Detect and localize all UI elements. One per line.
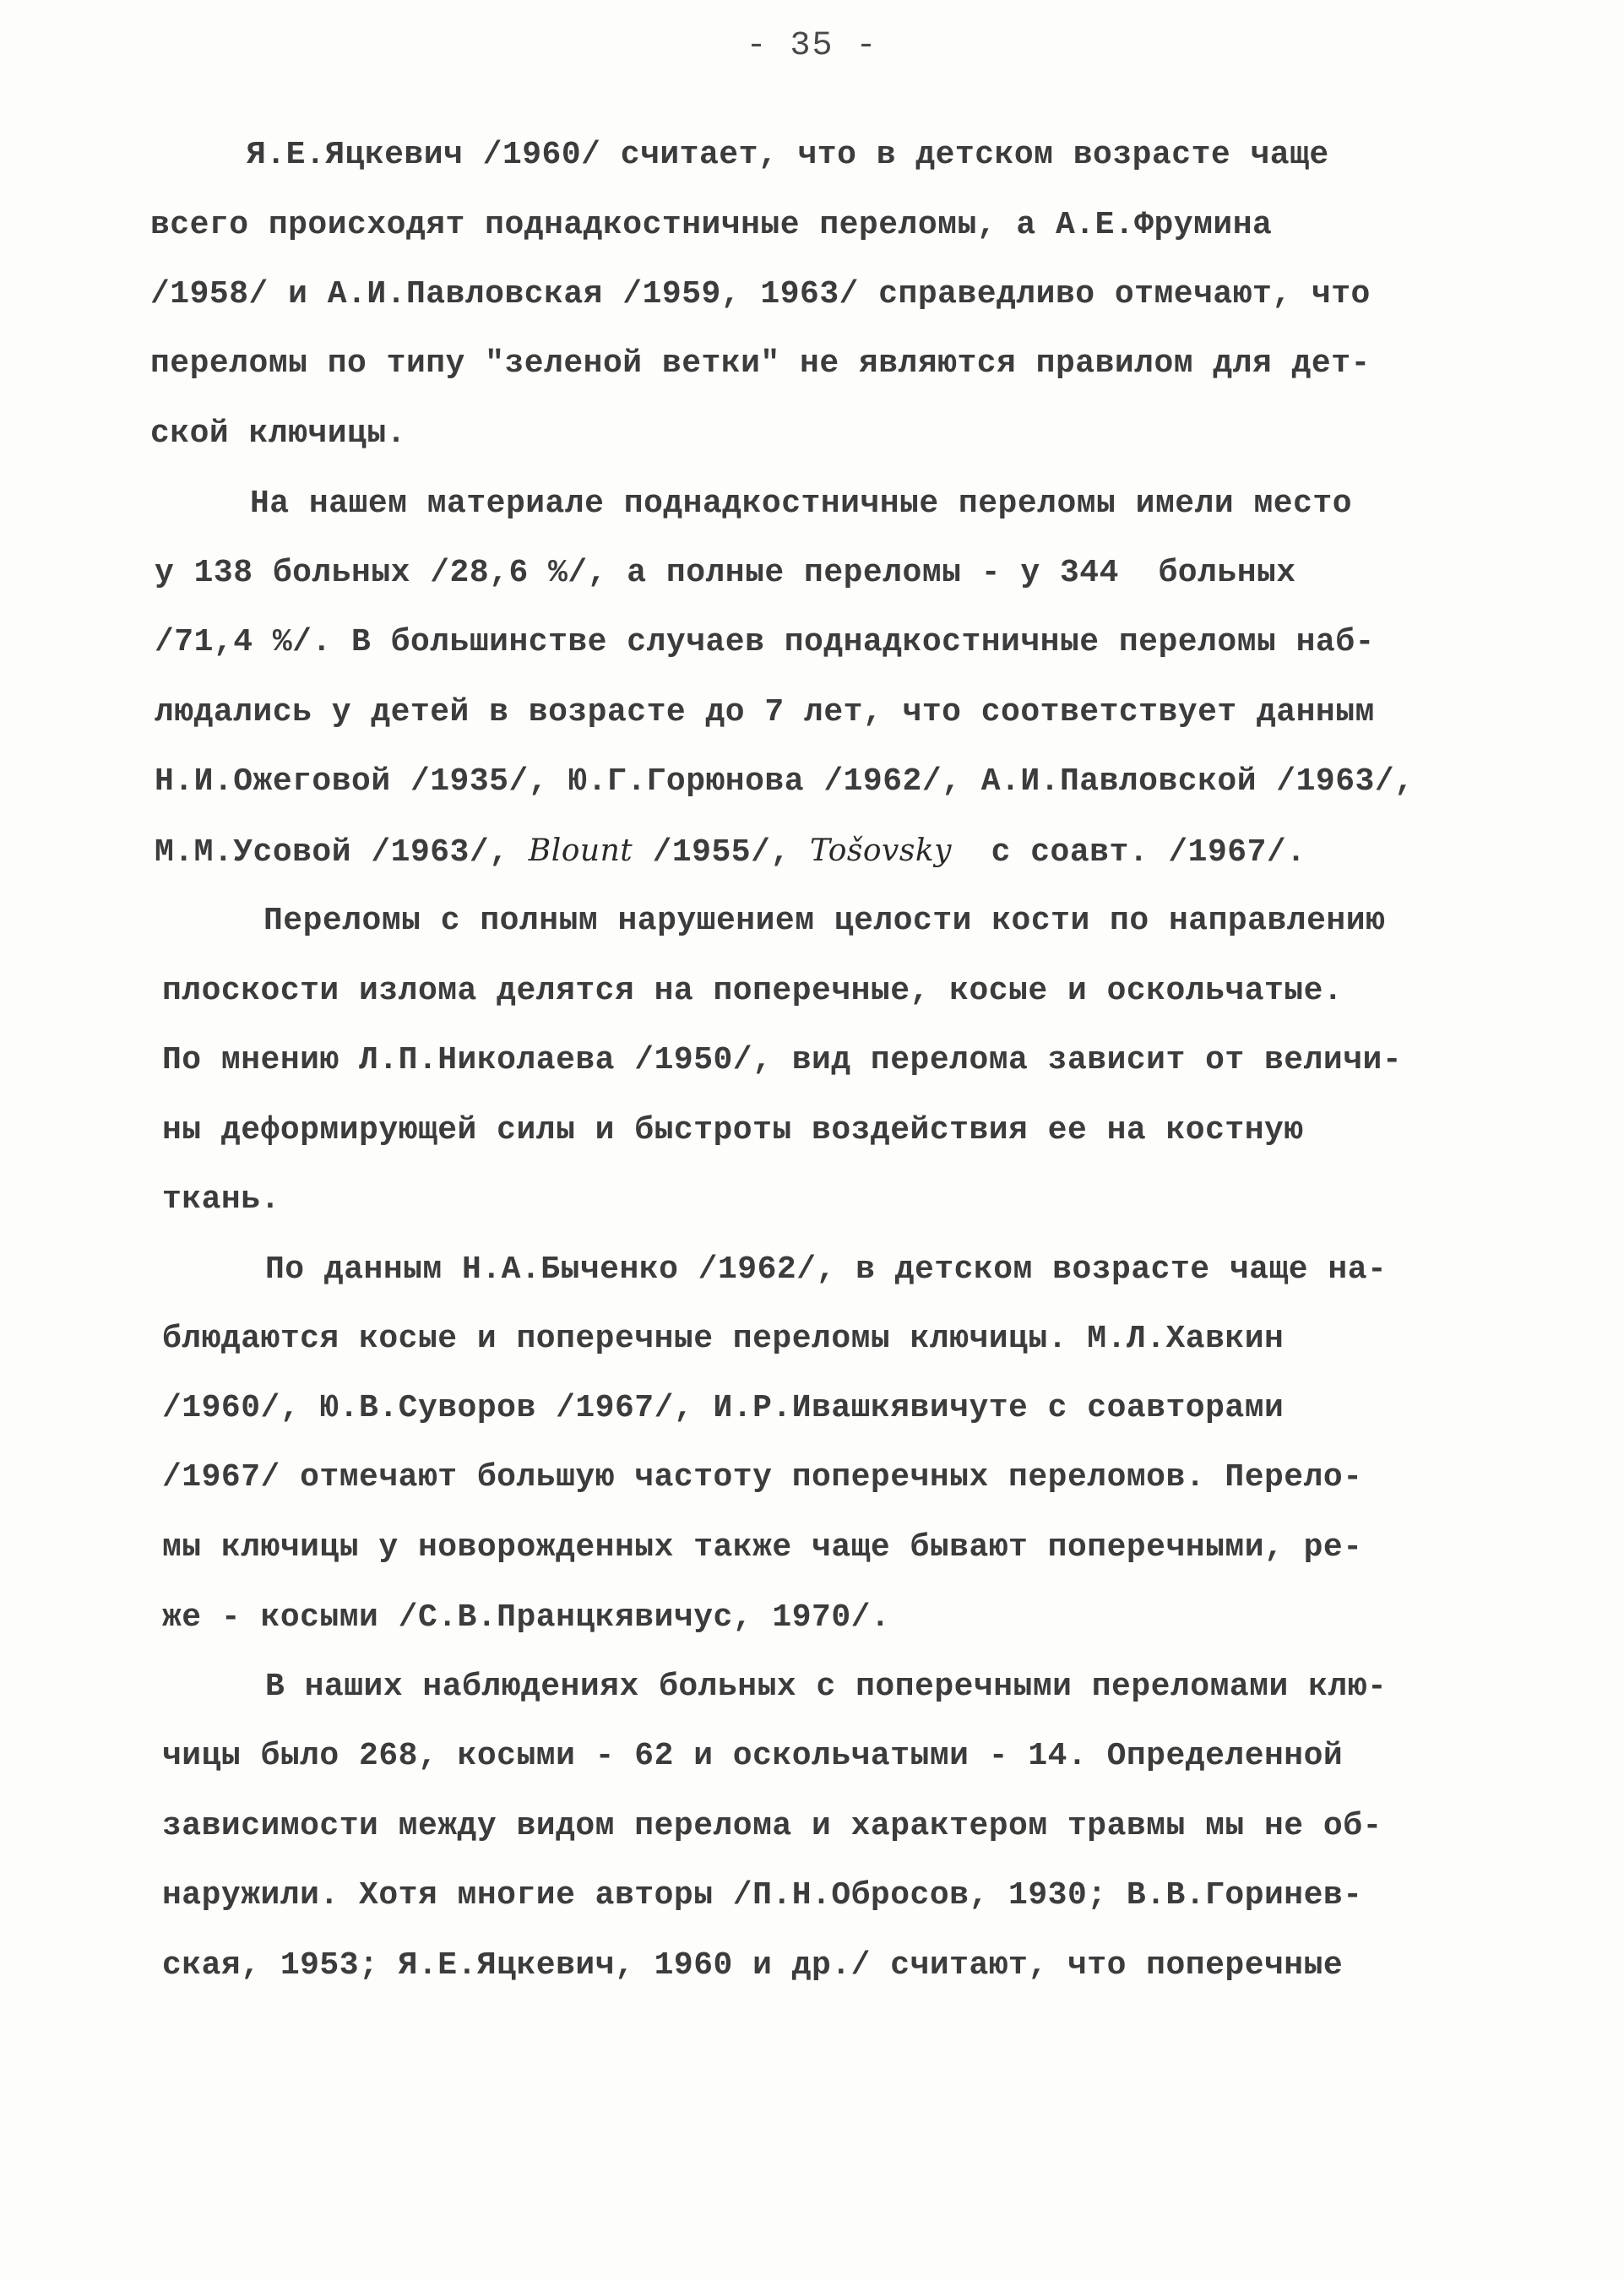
text-line: Н.И.Ожеговой /1935/, Ю.Г.Горюнова /1962/, А.И.Павловской /1963/, — [155, 763, 1415, 800]
handwritten-name-tosovsky: Tošovsky — [810, 833, 953, 868]
text-line: ны деформирующей силы и быстроты воздействия ее на костную — [162, 1112, 1304, 1148]
text-line: Я.Е.Яцкевич /1960/ считает, что в детском возрасте чаще — [247, 137, 1329, 173]
text-segment: М.М.Усовой /1963/, — [155, 834, 529, 871]
text-line: блюдаются косые и поперечные переломы ключицы. М.Л.Хавкин — [162, 1321, 1285, 1357]
text-line: ская, 1953; Я.Е.Яцкевич, 1960 и др./ считают, что поперечные — [162, 1947, 1344, 1984]
text-line: /1967/ отмечают большую частоту поперечных переломов. Перело- — [162, 1459, 1363, 1496]
text-line: ской ключицы. — [150, 415, 406, 452]
text-line: наружили. Хотя многие авторы /П.Н.Обросов, 1930; В.В.Горинев- — [162, 1877, 1363, 1914]
text-line: Переломы с полным нарушением целости кости по направлению — [263, 903, 1386, 939]
text-line: По данным Н.А.Быченко /1962/, в детском возрасте чаще на- — [265, 1251, 1388, 1288]
handwritten-name-blount: Blount — [528, 833, 633, 868]
text-line: плоскости излома делятся на поперечные, косые и оскольчатые. — [162, 973, 1344, 1009]
text-line: /1960/, Ю.В.Суворов /1967/, И.Р.Ивашкявичуте с соавторами — [162, 1390, 1285, 1426]
text-line-with-handwriting — [155, 833, 1306, 871]
text-line: чицы было 268, косыми - 62 и оскольчатыми - 14. Определенной — [162, 1738, 1344, 1774]
page-number: - 35 - — [746, 27, 878, 65]
text-line: По мнению Л.П.Николаева /1950/, вид перелома зависит от величи- — [162, 1042, 1403, 1078]
text-line: /1958/ и А.И.Павловская /1959, 1963/ справедливо отмечают, что — [150, 276, 1371, 312]
text-line: /71,4 %/. В большинстве случаев поднадкостничные переломы наб- — [155, 624, 1375, 660]
text-line: зависимости между видом перелома и характером травмы мы не об- — [162, 1808, 1382, 1844]
text-line: На нашем материале поднадкостничные переломы имели место — [250, 486, 1353, 522]
text-line: же - косыми /С.В.Пранцкявичус, 1970/. — [162, 1599, 891, 1636]
text-line: В наших наблюдениях больных с поперечными переломами клю- — [265, 1669, 1388, 1705]
text-line: людались у детей в возрасте до 7 лет, что соответствует данным — [155, 694, 1375, 730]
text-segment: с соавт. /1967/. — [952, 834, 1306, 871]
text-line: всего происходят поднадкостничные переломы, а А.Е.Фрумина — [150, 207, 1273, 243]
text-line: ткань. — [162, 1181, 280, 1218]
text-segment: /1955/, — [633, 834, 810, 871]
text-line: мы ключицы у новорожденных также чаще бывают поперечными, ре- — [162, 1529, 1363, 1566]
text-line: переломы по типу "зеленой ветки" не являются правилом для дет- — [150, 345, 1371, 382]
text-line: у 138 больных /28,6 %/, а полные переломы - у 344 больных — [155, 555, 1296, 591]
